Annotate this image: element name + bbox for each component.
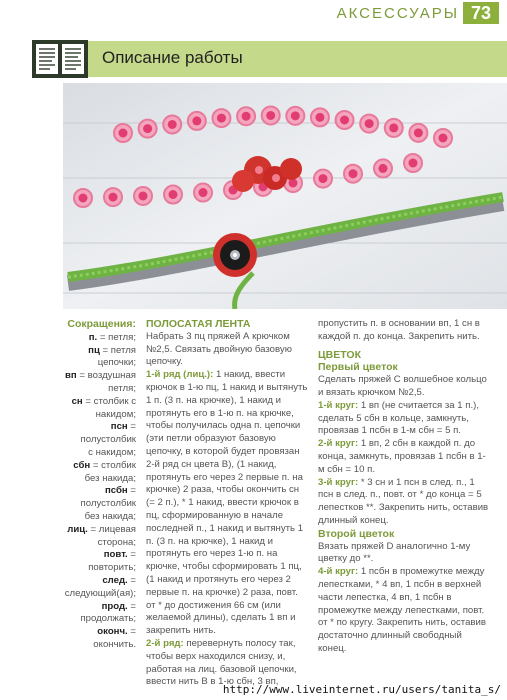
crochet-ring-center xyxy=(414,128,423,137)
crochet-ring-center xyxy=(192,116,201,125)
section-heading-flower: ЦВЕТОК xyxy=(318,348,361,361)
crochet-ring-center xyxy=(389,123,398,132)
crochet-ring-center xyxy=(109,193,118,202)
page-title: Описание работы xyxy=(102,48,243,67)
abbreviation-term: след. xyxy=(102,574,128,586)
crochet-ring-center xyxy=(340,116,349,125)
abbreviation-definition: = лицевая сторона; xyxy=(87,523,136,548)
round-4-label: 4-й круг: xyxy=(318,566,359,578)
abbreviation-line xyxy=(60,345,136,371)
page-number: 73 xyxy=(463,2,499,24)
abbreviation-definition: = воздушная петля; xyxy=(76,370,136,394)
abbreviation-line xyxy=(60,396,136,422)
abbreviation-line xyxy=(60,575,136,601)
row-2-label: 2-й ряд: xyxy=(146,637,184,649)
abbreviation-term: прод. xyxy=(101,600,128,612)
abbreviation-definition: = окончить. xyxy=(93,626,136,650)
abbreviation-term: повт. xyxy=(103,549,128,561)
section-title: АКСЕССУАРЫ xyxy=(336,5,459,22)
abbreviation-line xyxy=(60,332,136,345)
round-4-text: 1 псбн в промежутке между лепестками, * 4 вп, 1 псбн в верхней части лепестка, 4 вп, 1 псбн в промежутке между лепестками, повт. от * по кругу. Закрепить нить, оставив достаточно длинный свободный конец. xyxy=(318,566,486,654)
abbreviations-title: Сокращения: xyxy=(67,318,136,330)
first-flower-intro: Сделать пряжей С волшебное кольцо и вязать крючком №2,5. xyxy=(318,374,487,398)
abbreviation-line xyxy=(60,601,136,627)
abbreviation-definition: без накида; xyxy=(84,510,136,522)
row-1-label: 1-й ряд (лиц.): xyxy=(146,369,214,381)
abbreviation-definition: = повторить; xyxy=(88,549,136,574)
abbreviation-line xyxy=(60,549,136,575)
abbreviation-definition: = столбик с накидом; xyxy=(82,395,136,420)
crochet-ring-center xyxy=(319,174,328,183)
round-1-text: 1 вп (не считается за 1 п.), сделать 5 сбн в кольце, замкнуть, провязав 1 псбн в 1-м сбн = 5 п. xyxy=(318,399,480,437)
abbreviation-definition: = петля; xyxy=(97,331,136,343)
crochet-ring-center xyxy=(169,190,178,199)
instructions-column-1 xyxy=(146,318,308,689)
abbreviation-term: п. xyxy=(88,331,98,343)
abbreviation-term: оконч. xyxy=(97,626,128,638)
abbreviation-term: вп xyxy=(65,370,77,382)
abbreviation-definition: = следующий(ая); xyxy=(64,574,136,599)
round-2-label: 2-й круг: xyxy=(318,438,359,450)
round-2-text: 1 вп, 2 сбн в каждой п. до конца, замкнуть, провязав 1 псбн в 1-м сбн = 10 п. xyxy=(318,438,486,475)
abbreviation-line xyxy=(60,626,136,652)
crochet-ring-center xyxy=(242,112,251,121)
crochet-ring-center xyxy=(143,124,152,133)
instructions-column-2 xyxy=(318,318,490,656)
round-1-label: 1-й круг: xyxy=(318,399,359,411)
abbreviation-definition: = петля цепочки; xyxy=(97,344,136,369)
abbreviation-definition: без накида; xyxy=(84,472,136,484)
pattern-sheet-icon xyxy=(30,36,90,80)
row-1-text: 1 накид, ввести крючок в 1-ю пц, 1 накид и вытянуть 1 п. (3 п. на крючке), 1 накид и протянуть его в 1-ю п. на крючке, чтобы получилась одна п. цепочки (эти петли образуют базовую цепочку, в которой будет провязан 2-й ряд сн цвета В), (1 накид, протянуть его через 2 первые п. на крючке) 2 раза, чтобы окончить сн (= 2 п.), * 1 накид, ввести крючок в пц, сформированную в начале последней п., 1 накид и вытянуть 1 п. (3 п. на крючке), 1 накид и протянуть его через 1-ю п. на крючке, чтобы сформировать 1 пц, (1 накид и протянуть его через 2 первые п. на крючке) 2 раза, повт. от * до достижения 66 см (или желаемой длины), сделать 1 вп и закрепить нить. xyxy=(146,369,308,637)
section-heading-striped-band: ПОЛОСАТАЯ ЛЕНТА xyxy=(146,318,251,330)
abbreviation-line xyxy=(60,511,136,524)
abbreviation-line xyxy=(60,421,136,447)
abbreviation-line xyxy=(60,460,136,473)
second-flower-intro: Вязать пряжей D аналогично 1-му цветку до **. xyxy=(318,540,471,565)
round-1-paragraph xyxy=(318,400,490,438)
crochet-ring-center xyxy=(365,119,374,128)
abbreviation-definition: = полустолбик xyxy=(80,485,136,510)
round-3-label: 3-й круг: xyxy=(318,476,359,488)
abbreviation-definition: с накидом; xyxy=(88,446,136,458)
intro-paragraph: Набрать 3 пц пряжей А крючком №2,5. Связать двойную базовую цепочку. xyxy=(146,330,292,368)
source-url: http://www.liveinternet.ru/users/tanita_s/ xyxy=(222,683,501,696)
crochet-ring-center xyxy=(379,164,388,173)
crochet-headbands-photo xyxy=(63,83,507,309)
round-3-text: * 3 сн и 1 псн в след. п., 1 псн в след. п., повт. от * до конца = 5 лепестков **. Закрепить нить, оставив длинный конец. xyxy=(318,476,489,526)
round-4-paragraph xyxy=(318,566,490,656)
abbreviation-line xyxy=(60,485,136,511)
crochet-ring-center xyxy=(119,129,128,138)
black-red-flower xyxy=(213,233,257,277)
crochet-ring-center xyxy=(168,120,177,129)
abbreviation-line xyxy=(60,524,136,550)
abbreviation-term: псн xyxy=(110,421,128,433)
round-2-paragraph xyxy=(318,438,490,476)
abbreviation-definition: = полустолбик xyxy=(80,421,136,446)
page-header xyxy=(0,0,507,28)
row-2-text: перевернуть полосу так, чтобы верх находился снизу, и, работая на лиц. базовой цепочки, ввести нить В в 1-ю сбн, 3 вп, xyxy=(146,637,297,688)
subheading-first-flower: Первый цветок xyxy=(318,361,398,374)
abbreviations-list xyxy=(60,332,136,652)
crochet-ring-center xyxy=(139,191,148,200)
crochet-ring-center xyxy=(439,134,448,143)
abbreviation-line xyxy=(60,473,136,486)
crochet-ring-center xyxy=(349,169,358,178)
abbreviation-term: пц xyxy=(88,344,100,356)
crochet-ring-center xyxy=(315,113,324,122)
crochet-ring-center xyxy=(199,188,208,197)
crochet-ring-center xyxy=(79,194,88,203)
abbreviation-line xyxy=(60,447,136,460)
abbreviation-term: сбн xyxy=(73,459,91,471)
abbreviation-term: псбн xyxy=(104,485,128,497)
round-3-paragraph xyxy=(318,477,490,528)
crochet-ring-center xyxy=(409,159,418,168)
row-2-paragraph xyxy=(146,638,308,689)
crochet-ring-center xyxy=(217,114,226,123)
abbreviation-line xyxy=(60,370,136,396)
abbreviation-definition: = продолжать; xyxy=(80,600,136,625)
crochet-ring-center xyxy=(266,111,275,120)
abbreviation-term: сн xyxy=(71,395,83,407)
row-2-continuation: пропустить п. в основании вп, 1 сн в каждой п. до конца. Закрепить нить. xyxy=(318,318,480,342)
row-1-paragraph xyxy=(146,369,308,638)
abbreviation-definition: = столбик xyxy=(90,459,136,471)
subheading-second-flower: Второй цветок xyxy=(318,527,395,540)
abbreviation-term: лиц. xyxy=(67,523,88,535)
abbreviations-column xyxy=(60,318,136,652)
crochet-ring-center xyxy=(291,111,300,120)
